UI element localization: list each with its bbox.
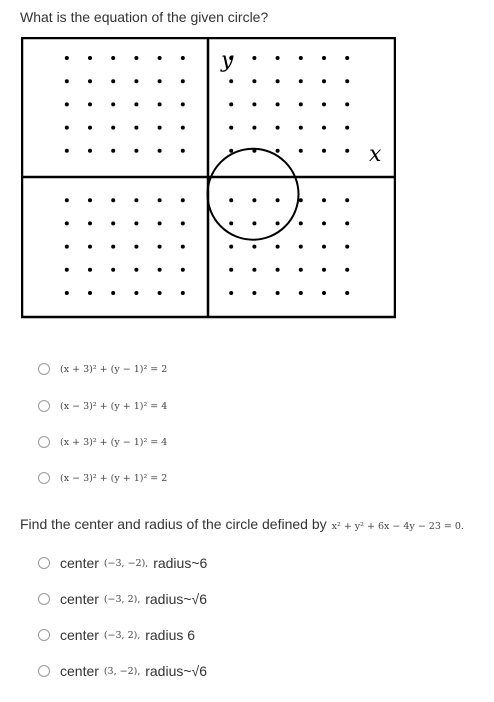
grid-dot (345, 79, 349, 83)
grid-dot (276, 245, 280, 249)
grid-dot (322, 56, 326, 60)
grid-dot (181, 291, 185, 295)
grid-dot (322, 245, 326, 249)
grid-dot (229, 221, 233, 225)
grid-dot (299, 221, 303, 225)
q1-option-2[interactable] (38, 400, 167, 412)
grid-dot (276, 198, 280, 202)
grid-dot (181, 56, 185, 60)
grid-dot (65, 221, 69, 225)
grid-dot (276, 291, 280, 295)
q1-option-3[interactable] (38, 436, 167, 448)
grid-dot (345, 268, 349, 272)
grid-dot (111, 56, 115, 60)
q1-option-4[interactable] (38, 472, 167, 484)
grid-dot (345, 198, 349, 202)
option-prefix: center (60, 627, 99, 643)
grid-dot (276, 126, 280, 130)
radio-button[interactable] (38, 472, 50, 484)
question-2-prompt: Find the center and radius of the circle defined by (20, 516, 327, 532)
grid-dot (88, 79, 92, 83)
option-radius: radius~6 (153, 555, 208, 571)
grid-dot (134, 79, 138, 83)
grid-dot (181, 268, 185, 272)
option-prefix: center (60, 591, 99, 607)
grid-dot (158, 126, 162, 130)
grid-dot (134, 245, 138, 249)
question-2-text (20, 516, 464, 532)
grid-dot (229, 198, 233, 202)
option-center: (−3, 2), (103, 629, 141, 641)
grid-dot (322, 79, 326, 83)
grid-dot (111, 149, 115, 153)
radio-button[interactable] (38, 593, 50, 605)
grid-dot (252, 268, 256, 272)
grid-dot (345, 102, 349, 106)
grid-dot (229, 291, 233, 295)
grid-dot (299, 268, 303, 272)
radio-button[interactable] (38, 557, 50, 569)
grid-dot (252, 291, 256, 295)
grid-dot (65, 56, 69, 60)
grid-dot (276, 221, 280, 225)
grid-dot (181, 126, 185, 130)
grid-dot (322, 291, 326, 295)
question-2-equation: x² + y² + 6x − 4y − 23 = 0. (331, 521, 464, 532)
grid-dot (65, 245, 69, 249)
grid-dot (322, 126, 326, 130)
grid-dot (134, 291, 138, 295)
grid-dot (345, 126, 349, 130)
q2-option-4[interactable] (38, 663, 207, 679)
grid-dot (322, 221, 326, 225)
given-circle (208, 149, 299, 240)
grid-dot (65, 291, 69, 295)
grid-dot (111, 221, 115, 225)
grid-dot (252, 198, 256, 202)
grid-dot (229, 149, 233, 153)
grid-dot (345, 56, 349, 60)
grid-dot (322, 149, 326, 153)
option-label: (x − 3)² + (y + 1)² = 4 (60, 400, 168, 412)
grid-dot (111, 268, 115, 272)
option-label: (x − 3)² + (y + 1)² = 2 (60, 472, 168, 484)
grid-dot (65, 268, 69, 272)
y-axis-label: y (221, 48, 234, 73)
grid-dot (299, 245, 303, 249)
q2-option-3[interactable] (38, 627, 195, 643)
radio-button[interactable] (38, 400, 50, 412)
grid-dot (252, 102, 256, 106)
grid-dot (229, 79, 233, 83)
grid-dot (158, 245, 162, 249)
grid-dot (229, 102, 233, 106)
grid-dot (345, 245, 349, 249)
grid-dot (252, 126, 256, 130)
grid-dot (229, 126, 233, 130)
grid-dot (276, 268, 280, 272)
grid-dot (88, 126, 92, 130)
grid-dot (88, 268, 92, 272)
grid-dot (299, 79, 303, 83)
option-label: (x + 3)² + (y − 1)² = 2 (60, 363, 168, 375)
grid-dot (134, 102, 138, 106)
grid-dot (252, 79, 256, 83)
grid-dot (181, 102, 185, 106)
grid-dot (299, 102, 303, 106)
grid-dot (65, 149, 69, 153)
grid-dot (181, 245, 185, 249)
grid-dot (65, 198, 69, 202)
grid-dot (88, 149, 92, 153)
radio-button[interactable] (38, 629, 50, 641)
option-prefix: center (60, 555, 99, 571)
radio-button[interactable] (38, 436, 50, 448)
grid-dot (88, 56, 92, 60)
grid-dot (181, 149, 185, 153)
grid-dot (252, 56, 256, 60)
grid-dot (111, 198, 115, 202)
grid-dot (134, 198, 138, 202)
option-center: (3, −2), (103, 665, 141, 677)
grid-dot (134, 56, 138, 60)
option-radius: radius 6 (145, 627, 196, 643)
grid-dot (134, 268, 138, 272)
option-radius: radius~√6 (145, 663, 208, 679)
grid-dot (134, 221, 138, 225)
q2-option-1[interactable] (38, 555, 207, 571)
grid-dot (299, 56, 303, 60)
q1-option-1[interactable] (38, 363, 167, 375)
grid-dot (158, 221, 162, 225)
grid-dot (111, 79, 115, 83)
q2-option-2[interactable] (38, 591, 207, 607)
grid-dot (111, 126, 115, 130)
grid-dot (111, 245, 115, 249)
grid-dot (181, 221, 185, 225)
grid-dot (345, 291, 349, 295)
grid-dot (252, 221, 256, 225)
grid-dot (134, 149, 138, 153)
grid-dot (158, 291, 162, 295)
radio-button[interactable] (38, 363, 50, 375)
grid-dot (322, 198, 326, 202)
grid-dot (111, 291, 115, 295)
grid-dot (299, 149, 303, 153)
grid-dot (158, 102, 162, 106)
grid-dot (276, 56, 280, 60)
grid-dot (181, 79, 185, 83)
question-1-text: What is the equation of the given circle? (20, 9, 269, 25)
grid-dot (345, 149, 349, 153)
grid-dot (88, 102, 92, 106)
grid-dot (88, 221, 92, 225)
option-prefix: center (60, 663, 99, 679)
grid-dot (299, 198, 303, 202)
grid-dot (276, 102, 280, 106)
grid-dot (88, 291, 92, 295)
grid-dot (158, 56, 162, 60)
x-axis-label: x (369, 142, 382, 167)
option-label: (x + 3)² + (y − 1)² = 4 (60, 436, 168, 448)
radio-button[interactable] (38, 665, 50, 677)
grid-dot (229, 245, 233, 249)
grid-dot (158, 79, 162, 83)
grid-dot (322, 102, 326, 106)
grid-dot (158, 198, 162, 202)
grid-dot (299, 126, 303, 130)
grid-dot (229, 268, 233, 272)
grid-dot (276, 149, 280, 153)
grid-dot (65, 79, 69, 83)
option-center: (−3, 2), (103, 593, 141, 605)
grid-dot (252, 245, 256, 249)
grid-dot (158, 268, 162, 272)
grid-dot (134, 126, 138, 130)
grid-dot (111, 102, 115, 106)
grid-dot (65, 102, 69, 106)
grid-dot (181, 198, 185, 202)
grid-dot (322, 268, 326, 272)
grid-dot (276, 79, 280, 83)
option-radius: radius~√6 (145, 591, 208, 607)
option-center: (−3, −2), (103, 557, 149, 569)
grid-dot (65, 126, 69, 130)
grid-dot (299, 291, 303, 295)
grid-dot (88, 245, 92, 249)
grid-dot (158, 149, 162, 153)
grid-dot (88, 198, 92, 202)
circle-graph (21, 37, 396, 319)
grid-dot (345, 221, 349, 225)
